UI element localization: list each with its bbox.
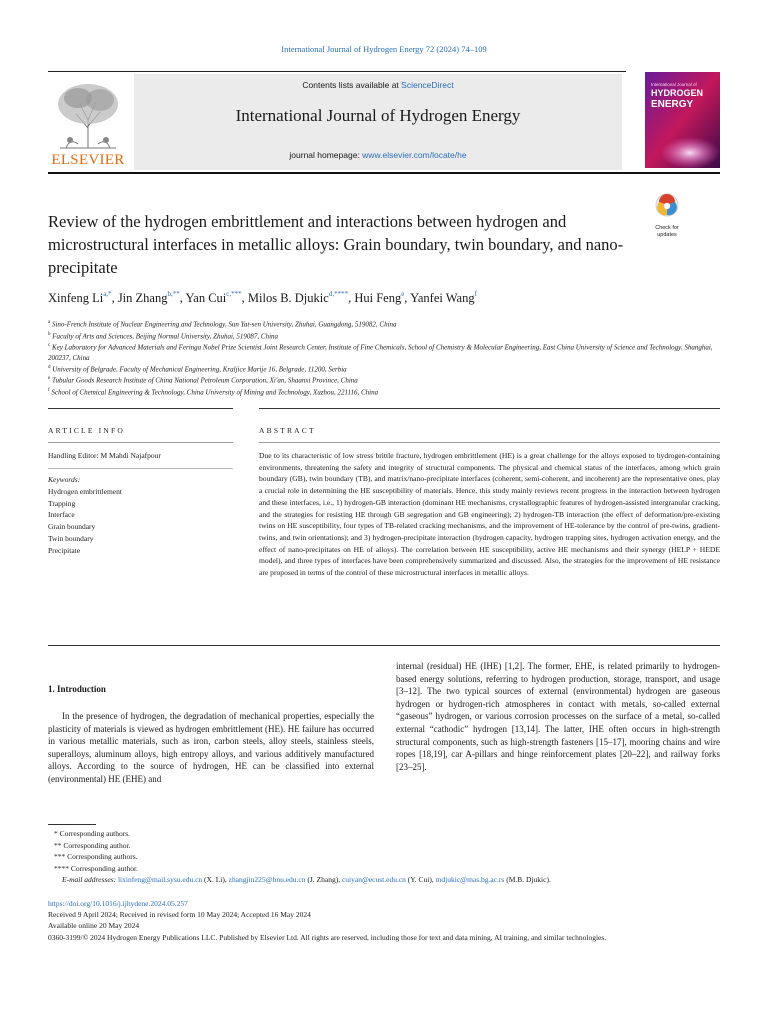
keyword-item: Hydrogen embrittlement xyxy=(48,486,122,496)
journal-homepage-line xyxy=(134,150,622,160)
article-info-heading: ARTICLE INFO xyxy=(48,426,125,435)
keyword-item: Interface xyxy=(48,510,75,520)
homepage-prefix: journal homepage: xyxy=(289,150,363,160)
author-name[interactable]: Hui Feng xyxy=(354,291,402,305)
keyword-item: Precipitate xyxy=(48,545,81,555)
author-name[interactable]: Jin Zhang xyxy=(117,291,168,305)
email-addresses: E-mail addresses: lixinfeng@mail.sysu.edu.cn (X. Li), zhangjin225@bnu.edu.cn (J. Zhang), cuiyan@ecust.edu.cn (Y. Cui), mdjukic@mas.bg.ac.rs (M.B. Djukic). xyxy=(62,875,551,885)
affiliation-item: $^a$ Sino-French Institute of Nuclear Engineering and Technology, Sun Yat-sen University, Zhuhai, Guangdong, 519082, China xyxy=(48,320,397,329)
crossmark-icon xyxy=(647,192,687,220)
contents-prefix: Contents lists available at xyxy=(302,80,402,90)
abstract-bottom-rule xyxy=(48,645,720,646)
author-affiliation-marker[interactable]: e xyxy=(401,290,405,298)
footnote-rule xyxy=(48,824,96,825)
publication-details xyxy=(48,898,728,943)
corresponding-author-note: **** Corresponding author. xyxy=(54,863,138,873)
section-heading-introduction: 1. Introduction xyxy=(48,684,106,694)
footnotes xyxy=(48,828,728,886)
keywords-divider xyxy=(48,468,233,469)
author-name[interactable]: Xinfeng Li xyxy=(48,291,104,305)
keywords-list xyxy=(48,474,122,557)
journal-cover-thumbnail[interactable] xyxy=(645,72,720,168)
author-name[interactable]: Yanfei Wang xyxy=(410,291,475,305)
author-affiliation-marker[interactable]: b,** xyxy=(167,290,180,298)
affiliation-list xyxy=(48,318,718,397)
handling-editor: Handling Editor: M Mahdi Najafpour xyxy=(48,451,161,460)
article-info-heading-rule xyxy=(48,442,233,443)
author-affiliation-marker[interactable]: d,**** xyxy=(328,290,349,298)
keyword-item: Trapping xyxy=(48,498,76,508)
cover-line1: International Journal of xyxy=(651,82,697,87)
affiliation-item: $^c$ Key Laboratory for Advanced Materials and Feringa Nobel Prize Scientist Joint Research Center, Institute of Fine Chemicals, School of Chemistry & Molecular Engineering, East China University of Science and Technology, Shanghai, 200237, China xyxy=(48,343,713,362)
email-link[interactable]: lixinfeng@mail.sysu.edu.cn xyxy=(117,875,203,885)
author-name[interactable]: Milos B. Djukic xyxy=(247,291,329,305)
affiliation-item: $^d$ University of Belgrade, Faculty of Mechanical Engineering, Kraljice Marije 16, Belgrade, 11200, Serbia xyxy=(48,364,347,374)
doi-link[interactable]: https://doi.org/10.1016/j.ijhydene.2024.05.257 xyxy=(48,899,188,908)
affiliation-item: $^e$ Tubular Goods Research Institute of China National Petroleum Corporation, Xi'an, Shaanxi Province, China xyxy=(48,376,358,385)
cover-line3: ENERGY xyxy=(651,99,694,110)
affiliation-item: $^f$ School of Chemical Engineering & Technology, China University of Mining and Technology, Xuzhou, 221116, China xyxy=(48,387,379,397)
abstract-top-rule xyxy=(259,408,720,409)
received-dates: Received 9 April 2024; Received in revised form 10 May 2024; Accepted 16 May 2024 xyxy=(48,910,311,920)
available-online-date: Available online 20 May 2024 xyxy=(48,921,140,931)
header-bottom-rule xyxy=(48,172,720,174)
contents-available-line xyxy=(134,80,622,90)
copyright-notice: 0360-3199/© 2024 Hydrogen Energy Publications LLC. Published by Elsevier Ltd. All rights are reserved, including those for text and data mining, AI training, and similar technologies. xyxy=(48,932,607,942)
body-paragraph-right: internal (residual) HE (IHE) [1,2]. The former, EHE, is related primarily to hydrogen-based energy solutions, referring to hydrogen production, storage, transport, and usage [3–12]. The two typical sources of external (environmental) hydrogen are gaseous hydrogen or hydrogen-rich atmospheres in contact with metals, so-called external “gaseous” hydrogen, or various corrosion processes on the surface of a metal, so-called external “cathodic” hydrogen [13,14]. The latter, IHE often occurs in high-strength structural components, such as high-strength fasteners [15–17], mooring chains and wire ropes [18,19], car A-pillars and hinge reinforcement plates [20–22], and railway forks [23–25]. xyxy=(396,661,720,772)
email-link[interactable]: cuiyan@ecust.edu.cn xyxy=(341,875,406,885)
sciencedirect-link[interactable]: ScienceDirect xyxy=(401,80,454,90)
abstract-heading: ABSTRACT xyxy=(259,426,316,435)
abstract-text: Due to its characteristic of low stress brittle fracture, hydrogen embrittlement (HE) is a great challenge for the alloys exposed to hydrogen-containing environments, threatening the safety and integrity of structural components. The physical and chemical status of the interfaces, among which grain boundary (GB), twin boundary (TB), and matrix/nano-precipitate interfaces (coherent, semi-coherent, and incoherent) are the representative ones, play a crucial role in determining the HE susceptibility of materials. Hence, this study mainly reviews recent progress in the interaction between hydrogen and these interfaces, i.e., 1) hydrogen-GB interaction (dominant HE mechanisms, crystallographic features of hydrogen-assisted intergranular cracking, and the strategies for resisting HE through GB segregation and GB engineering); 2) hydrogen-TB interaction (the effect of deformation/pre-existing twins on HE susceptibility, four types of TB-related cracking mechanisms, and the improvement of HE-tolerance by the control of pre-twins, gradient-twins, and twin orientations); and 3) hydrogen-precipitate interaction (hydrogen capacity, hydrogen trapping sites, hydrogen activation energy, and the effect of nano-precipitates on HE of alloys). The correlation between HE susceptibility, active HE mechanisms and their synergy (HELP + HEDE model), and three types of interfaces have been comprehensively summarized and discussed. Also, the strategies for the improvement of HE resistance are proposed in terms of the control of these microstructural interfaces in metallic alloys. xyxy=(259,451,720,578)
journal-citation[interactable]: International Journal of Hydrogen Energy 72 (2024) 74–109 xyxy=(281,44,487,54)
keyword-item: Grain boundary xyxy=(48,522,96,532)
email-link[interactable]: mdjukic@mas.bg.ac.rs xyxy=(435,875,505,885)
cover-line2: HYDROGEN xyxy=(651,88,704,98)
crossmark-line2: updates xyxy=(657,231,677,238)
author-affiliation-marker[interactable]: f xyxy=(474,290,477,298)
email-label: E-mail addresses: xyxy=(62,875,117,885)
abstract-heading-rule xyxy=(259,442,720,443)
author-name[interactable]: Yan Cui xyxy=(185,291,227,305)
elsevier-wordmark[interactable]: ELSEVIER xyxy=(51,152,125,168)
keywords-label: Keywords: xyxy=(48,475,81,484)
article-title: Review of the hydrogen embrittlement and interactions between hydrogen and microstructural interfaces in metallic alloys: Grain boundary, twin boundary, and nano-precipitate xyxy=(48,212,624,277)
corresponding-author-note: *** Corresponding authors. xyxy=(54,852,138,862)
check-for-updates-badge[interactable] xyxy=(647,192,687,236)
affiliation-item: $^b$ Faculty of Arts and Sciences, Beijing Normal University, Zhuhai, 519087, China xyxy=(48,331,279,340)
journal-homepage-link[interactable]: www.elsevier.com/locate/he xyxy=(362,150,467,160)
article-info-top-rule xyxy=(48,408,233,409)
author-affiliation-marker[interactable]: c,*** xyxy=(226,290,242,298)
journal-title: International Journal of Hydrogen Energy xyxy=(235,106,521,125)
email-link[interactable]: zhangjin225@bnu.edu.cn xyxy=(228,875,306,885)
author-list: Xinfeng $Li^{a,*}$, Jin Zhang$^{b,**}$, Yan Cui$^{c,***}$, Milos B. Djukic$^{d,****}$, Hui Feng$^e$, Yanfei Wang$^f$ xyxy=(48,290,477,305)
crossmark-line1: Check for xyxy=(655,225,679,231)
body-paragraph-left: In the presence of hydrogen, the degradation of mechanical properties, especially the plasticity of materials is viewed as hydrogen embrittlement (HE). HE failure has occurred in various metallic materials, such as iron, carbon steels, alloy steels, stainless steels, superalloys, aluminum alloys, high entropy alloys, and various additively manufactured alloys. According to the source of hydrogen, HE can be classified into external (environmental) HE (EHE) and xyxy=(48,711,374,784)
corresponding-author-note: ** Corresponding author. xyxy=(54,840,131,850)
keyword-item: Twin boundary xyxy=(48,533,94,543)
header-top-rule xyxy=(48,71,626,72)
corresponding-author-note: * Corresponding authors. xyxy=(54,829,131,838)
author-affiliation-marker[interactable]: a,* xyxy=(103,290,112,298)
